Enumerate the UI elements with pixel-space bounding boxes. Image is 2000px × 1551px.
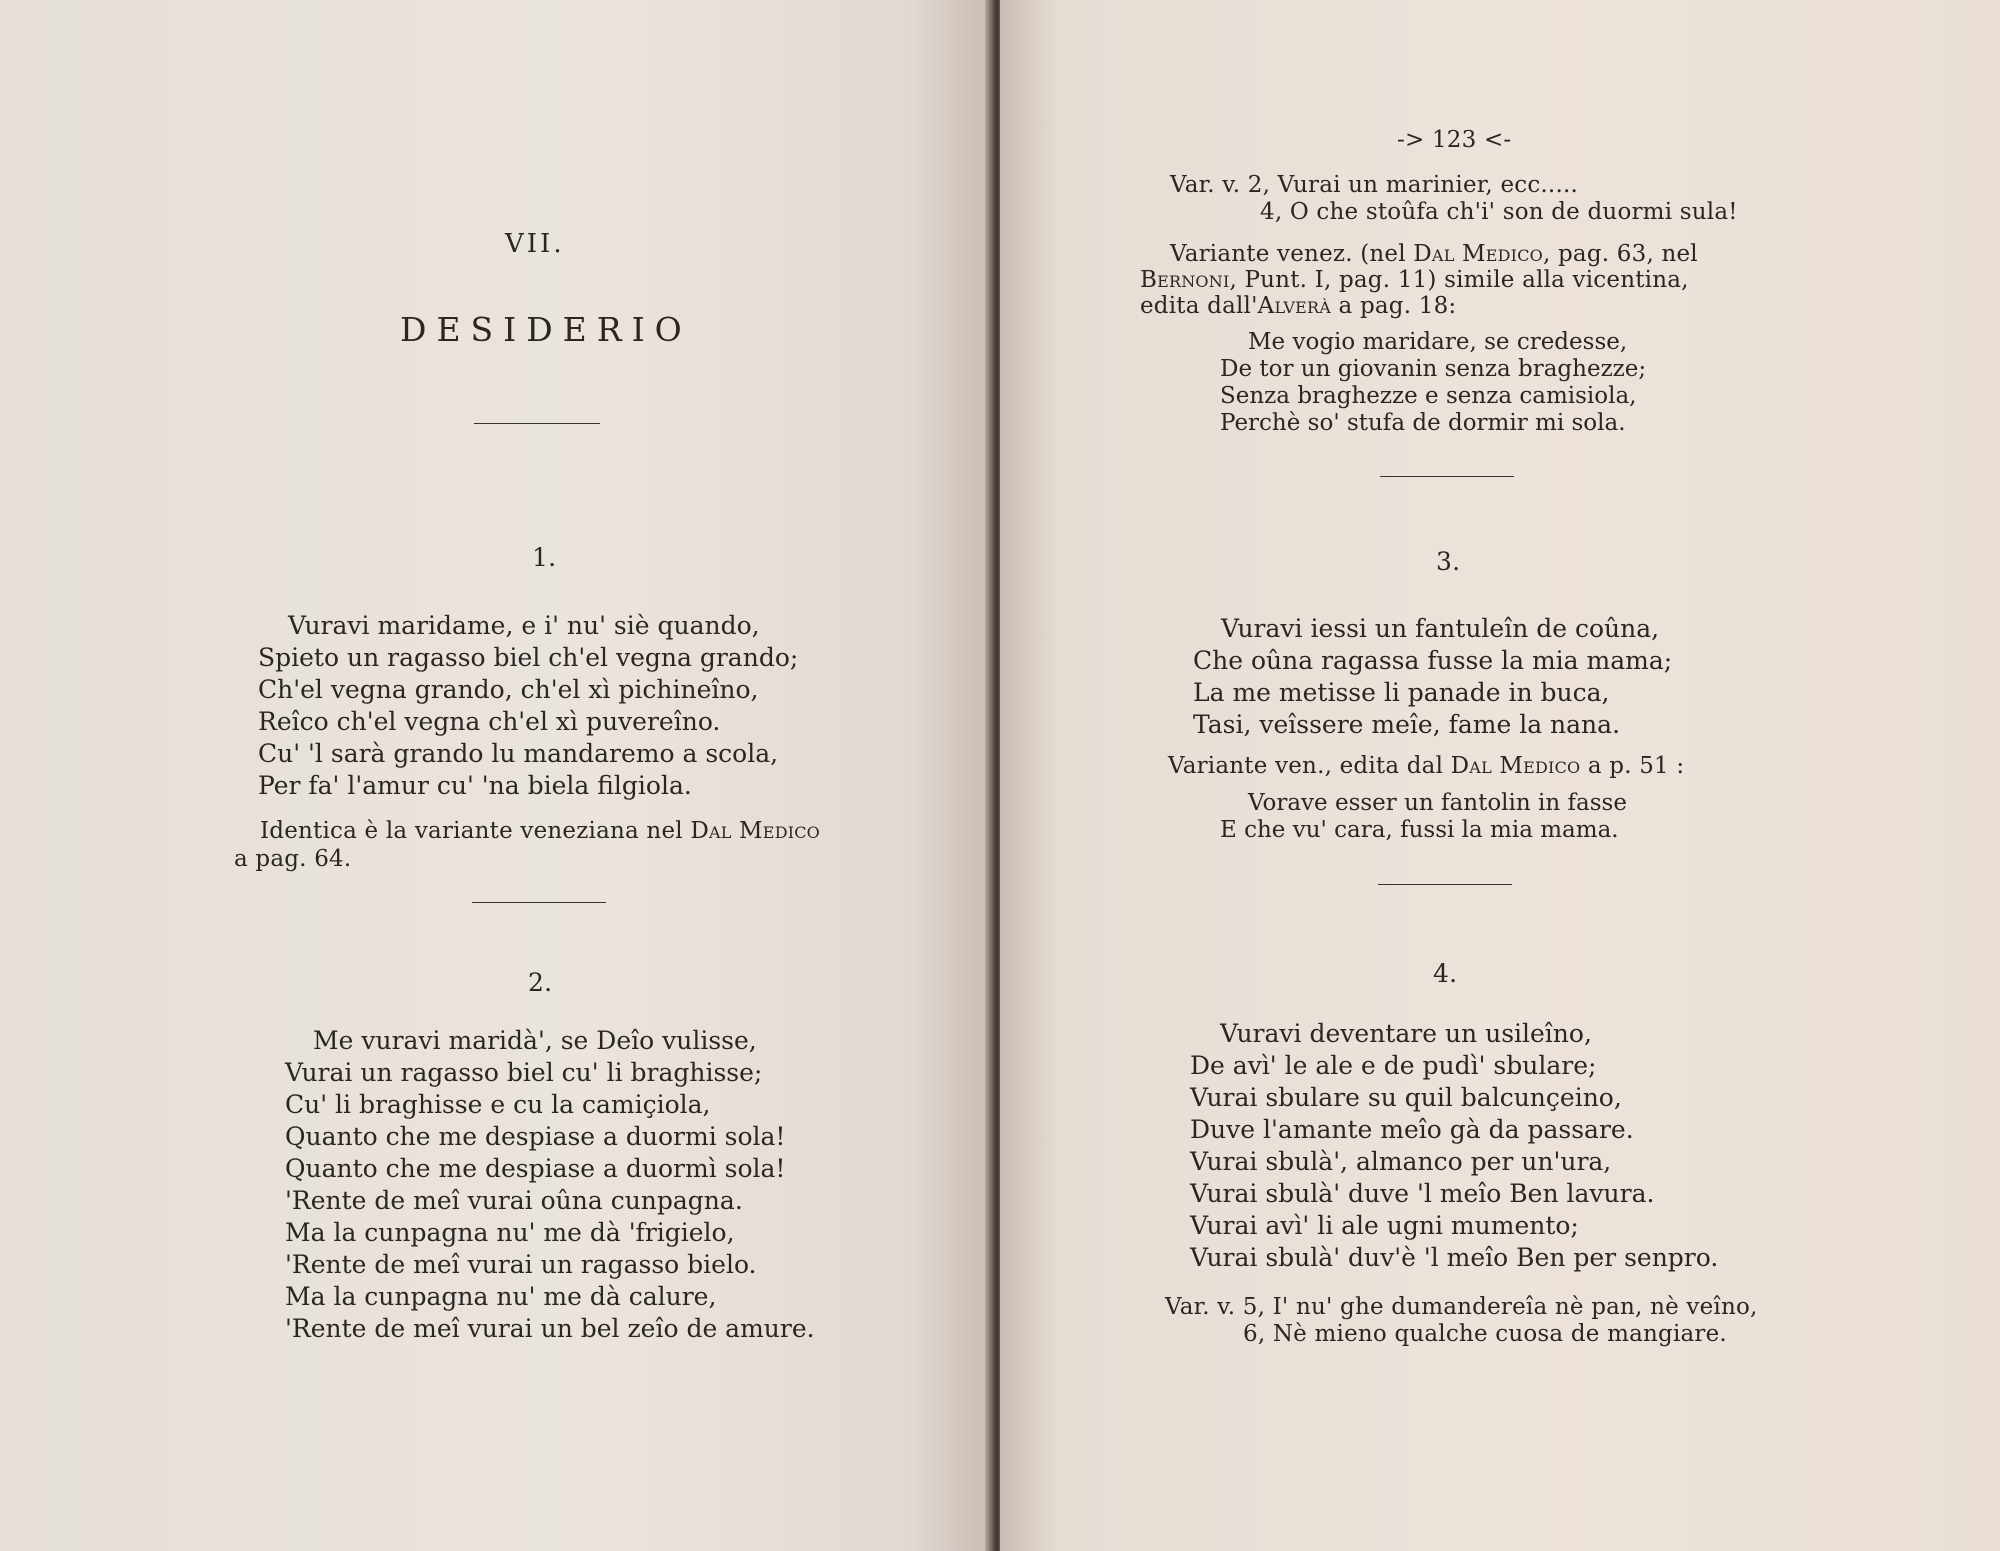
verse-line: Vuravi maridame, e i' nu' siè quando,	[288, 611, 760, 640]
author-name: Dal Medico	[1413, 241, 1543, 267]
poem-1-note-line1	[260, 817, 820, 845]
verse-line: Senza braghezze e senza camisiola,	[1220, 383, 1637, 409]
verse-line: Vurai sbulà', almanco per un'ura,	[1190, 1147, 1612, 1176]
section-title: DESIDERIO	[400, 310, 692, 349]
poem-4-var-note-line1: Var. v. 5, I' nu' ghe dumandereîa nè pan, nè veîno,	[1165, 1294, 1758, 1320]
verse-line: Duve l'amante meîo gà da passare.	[1190, 1115, 1634, 1144]
verse-line: 'Rente de meî vurai un ragasso bielo.	[285, 1250, 757, 1279]
verse-line: Quanto che me despiase a duormì sola!	[285, 1154, 786, 1183]
venez-note-line3	[1140, 292, 1456, 320]
author-name: Alverà	[1257, 293, 1332, 319]
verse-line: Tasi, veîssere meîe, fame la nana.	[1193, 710, 1621, 739]
verse-line: Vurai sbulà' duve 'l meîo Ben lavura.	[1190, 1179, 1655, 1208]
verse-line: Perchè so' stufa de dormir mi sola.	[1220, 410, 1626, 436]
note-text: a pag. 18:	[1331, 293, 1457, 319]
note-text: , Punt. I, pag. 11) simile alla vicentina,	[1229, 267, 1689, 293]
verse-line: De avì' le ale e de pudì' sbulare;	[1190, 1051, 1597, 1080]
verse-line: Per fa' l'amur cu' 'na biela filgiola.	[258, 771, 692, 800]
poem-number: 2.	[528, 968, 553, 997]
section-divider	[1380, 476, 1514, 477]
poem-number: 3.	[1436, 547, 1461, 576]
poem-4-var-note-line2: 6, Nè mieno qualche cuosa de mangiare.	[1243, 1321, 1727, 1347]
poem-3-note	[1168, 752, 1684, 780]
verse-line: Vuravi iessi un fantuleîn de coûna,	[1221, 614, 1660, 643]
author-name: Dal Medico	[690, 818, 820, 844]
variant-note-line1: Var. v. 2, Vurai un marinier, ecc.....	[1170, 172, 1578, 198]
note-text: a p. 51 :	[1580, 753, 1685, 779]
note-text: Variante venez. (nel	[1170, 241, 1414, 267]
poem-3-variant-verse	[1220, 790, 1627, 844]
poem-4-verse	[1190, 1018, 1718, 1274]
note-text: Variante ven., edita dal	[1168, 753, 1451, 779]
author-name: Dal Medico	[1450, 753, 1581, 779]
verse-line: Vuravi deventare un usileîno,	[1220, 1019, 1592, 1048]
verse-line: 'Rente de meî vurai un bel zeîo de amure.	[285, 1314, 815, 1343]
page-number: -> 123 <-	[1397, 127, 1512, 153]
poem-divider	[1378, 884, 1512, 885]
verse-line: Cu' 'l sarà grando lu mandaremo a scola,	[258, 739, 779, 768]
section-roman-numeral: VII.	[505, 229, 565, 259]
verse-line: La me metisse li panade in buca,	[1193, 678, 1610, 707]
verse-line: Spieto un ragasso biel ch'el vegna grando;	[258, 643, 799, 672]
variant-note-line2: 4, O che stoûfa ch'i' son de duormi sula!	[1260, 199, 1738, 225]
verse-line: Me vuravi maridà', se Deîo vulisse,	[313, 1026, 757, 1055]
poem-2-verse	[285, 1025, 815, 1345]
verse-line: Ma la cunpagna nu' me dà 'frigielo,	[285, 1218, 735, 1247]
author-name: Bernoni	[1140, 267, 1230, 293]
poem-divider	[472, 902, 606, 903]
verse-line: Che oûna ragassa fusse la mia mama;	[1193, 646, 1673, 675]
verse-line: Vurai un ragasso biel cu' li braghisse;	[285, 1058, 763, 1087]
verse-line: Vorave esser un fantolin in fasse	[1248, 790, 1627, 816]
verse-line: Vurai sbulare su quil balcunçeino,	[1190, 1083, 1622, 1112]
verse-line: 'Rente de meî vurai oûna cunpagna.	[285, 1186, 743, 1215]
note-text: Identica è la variante veneziana nel	[260, 818, 691, 844]
verse-line: Ch'el vegna grando, ch'el xì pichineîno,	[258, 675, 759, 704]
verse-line: Cu' li braghisse e cu la camiçiola,	[285, 1090, 711, 1119]
venez-verse	[1220, 329, 1646, 437]
venez-note-line2	[1140, 266, 1689, 294]
verse-line: De tor un giovanin senza braghezze;	[1220, 356, 1647, 382]
verse-line: Quanto che me despiase a duormi sola!	[285, 1122, 786, 1151]
note-text: edita dall'	[1140, 293, 1258, 319]
verse-line: Ma la cunpagna nu' me dà calure,	[285, 1282, 717, 1311]
verse-line: Vurai avì' li ale ugni mumento;	[1190, 1211, 1579, 1240]
poem-3-verse	[1193, 613, 1672, 741]
poem-number: 4.	[1433, 959, 1458, 988]
note-text: , pag. 63, nel	[1542, 241, 1698, 267]
right-page	[1000, 0, 2000, 1551]
verse-line: Vurai sbulà' duv'è 'l meîo Ben per senpro.	[1190, 1243, 1719, 1272]
verse-line: Reîco ch'el vegna ch'el xì puvereîno.	[258, 707, 721, 736]
poem-1-verse	[258, 610, 798, 802]
poem-1-note-line2: a pag. 64.	[234, 846, 352, 872]
left-page	[0, 0, 990, 1551]
verse-line: E che vu' cara, fussi la mia mama.	[1220, 817, 1619, 843]
poem-number: 1.	[532, 543, 557, 572]
venez-note-line1	[1170, 240, 1698, 268]
title-divider	[474, 423, 600, 424]
verse-line: Me vogio maridare, se credesse,	[1248, 329, 1628, 355]
